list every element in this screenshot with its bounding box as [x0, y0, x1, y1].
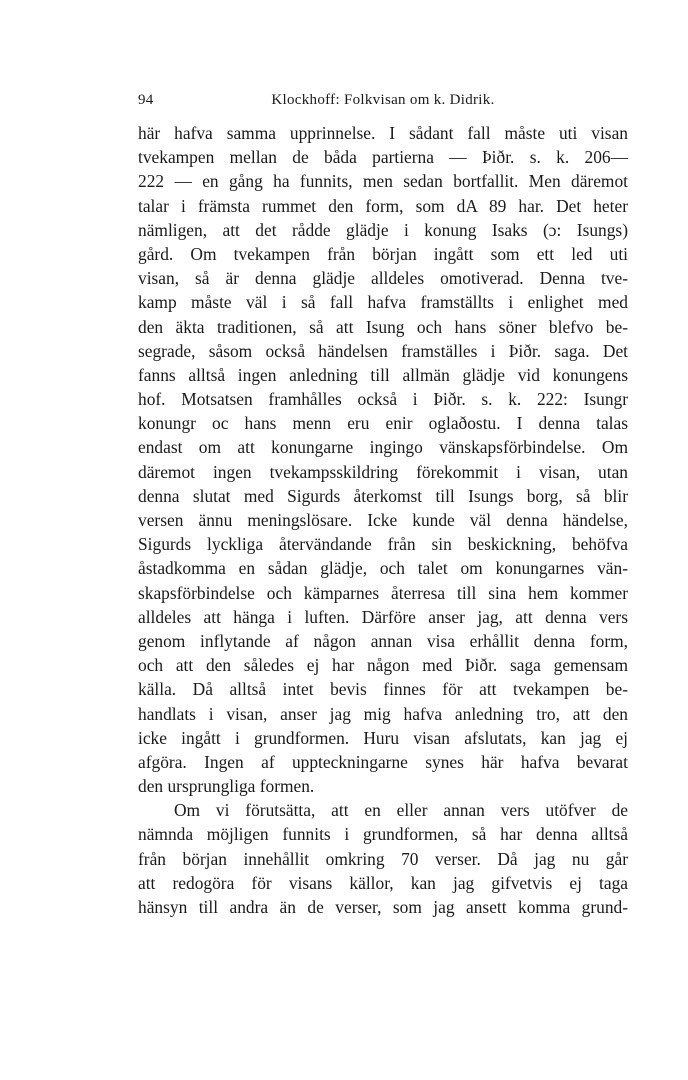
text-line: nämnda möjligen funnits i grundformen, så har denna alltså — [138, 824, 628, 845]
text-line: segrade, såsom också händelsen framställes i Þiðr. saga. Det — [138, 340, 628, 361]
text-line: åstadkomma en sådan glädje, och talet om konungarnes vän- — [138, 558, 628, 579]
text-line: här hafva samma upprinnelse. I sådant fall måste uti visan — [138, 123, 628, 143]
text-line: den äkta traditionen, så att Isung och hans söner blefvo be- — [138, 316, 628, 337]
text-line: från början innehållit omkring 70 verser. Då jag nu går — [138, 848, 628, 869]
text-line: tvekampen mellan de båda partierna — Þiðr. s. k. 206— — [138, 147, 628, 168]
text-line: källa. Då alltså intet bevis finnes för att tvekampen be- — [138, 679, 628, 700]
body-text — [138, 121, 628, 919]
running-title: Klockhoff: Folkvisan om k. Didrik. — [271, 92, 495, 108]
text-line: och att den således ej har någon med Þiðr. saga gemensam — [138, 655, 628, 676]
text-line: den ursprungliga formen. — [138, 776, 315, 797]
text-line: denna slutat med Sigurds återkomst till Isungs borg, så blir — [138, 485, 628, 506]
text-line: kamp måste väl i så fall hafva framställts i enlighet med — [138, 292, 628, 313]
text-line: 222 — en gång ha funnits, men sedan bortfallit. Men däremot — [138, 171, 628, 192]
text-line: versen ännu meningslösare. Icke kunde väl denna händelse, — [138, 510, 628, 530]
text-line: icke ingått i grundformen. Huru visan afslutats, kan jag ej — [138, 727, 628, 748]
text-line: att redogöra för visans källor, kan jag gifvetvis ej taga — [138, 872, 628, 893]
text-line: konungr oc hans menn eru enir oglaðostu. I denna talas — [138, 413, 628, 434]
text-line: gård. Om tvekampen från början ingått som ett led uti — [138, 243, 628, 264]
text-line: visan, så är denna glädje alldeles omotiverad. Denna tve- — [138, 268, 628, 289]
text-line: fanns alltså ingen anledning till allmän glädje vid konungens — [138, 364, 628, 385]
text-line: Om vi förutsätta, att en eller annan vers utöfver de — [174, 800, 628, 821]
page-header — [138, 92, 628, 112]
text-line: nämligen, att det rådde glädje i konung Isaks (ɔ: Isungs) — [138, 219, 628, 240]
text-line: handlats i visan, anser jag mig hafva anledning tro, att den — [138, 703, 628, 724]
text-line: genom inflytande af någon annan visa erhållit denna form, — [138, 630, 628, 651]
text-line: skapsförbindelse och kämparnes återresa till sina hem kommer — [138, 582, 628, 603]
text-line: hof. Motsatsen framhålles också i Þiðr. s. k. 222: Isungr — [138, 389, 628, 410]
text-line: endast om att konungarne ingingo vänskapsförbindelse. Om — [138, 437, 628, 458]
text-line: talar i främsta rummet den form, som dA 89 har. Det heter — [138, 195, 628, 216]
text-line: afgöra. Ingen af uppteckningarne synes här hafva bevarat — [138, 751, 628, 772]
page-number: 94 — [138, 92, 154, 108]
text-line: hänsyn till andra än de verser, som jag ansett komma grund- — [138, 897, 628, 917]
text-line: däremot ingen tvekampsskildring förekommit i visan, utan — [138, 461, 628, 482]
text-line: Sigurds lyckliga återvändande från sin beskickning, behöfva — [138, 534, 628, 555]
text-line: alldeles att hänga i luften. Därföre anser jag, att denna vers — [138, 606, 628, 627]
